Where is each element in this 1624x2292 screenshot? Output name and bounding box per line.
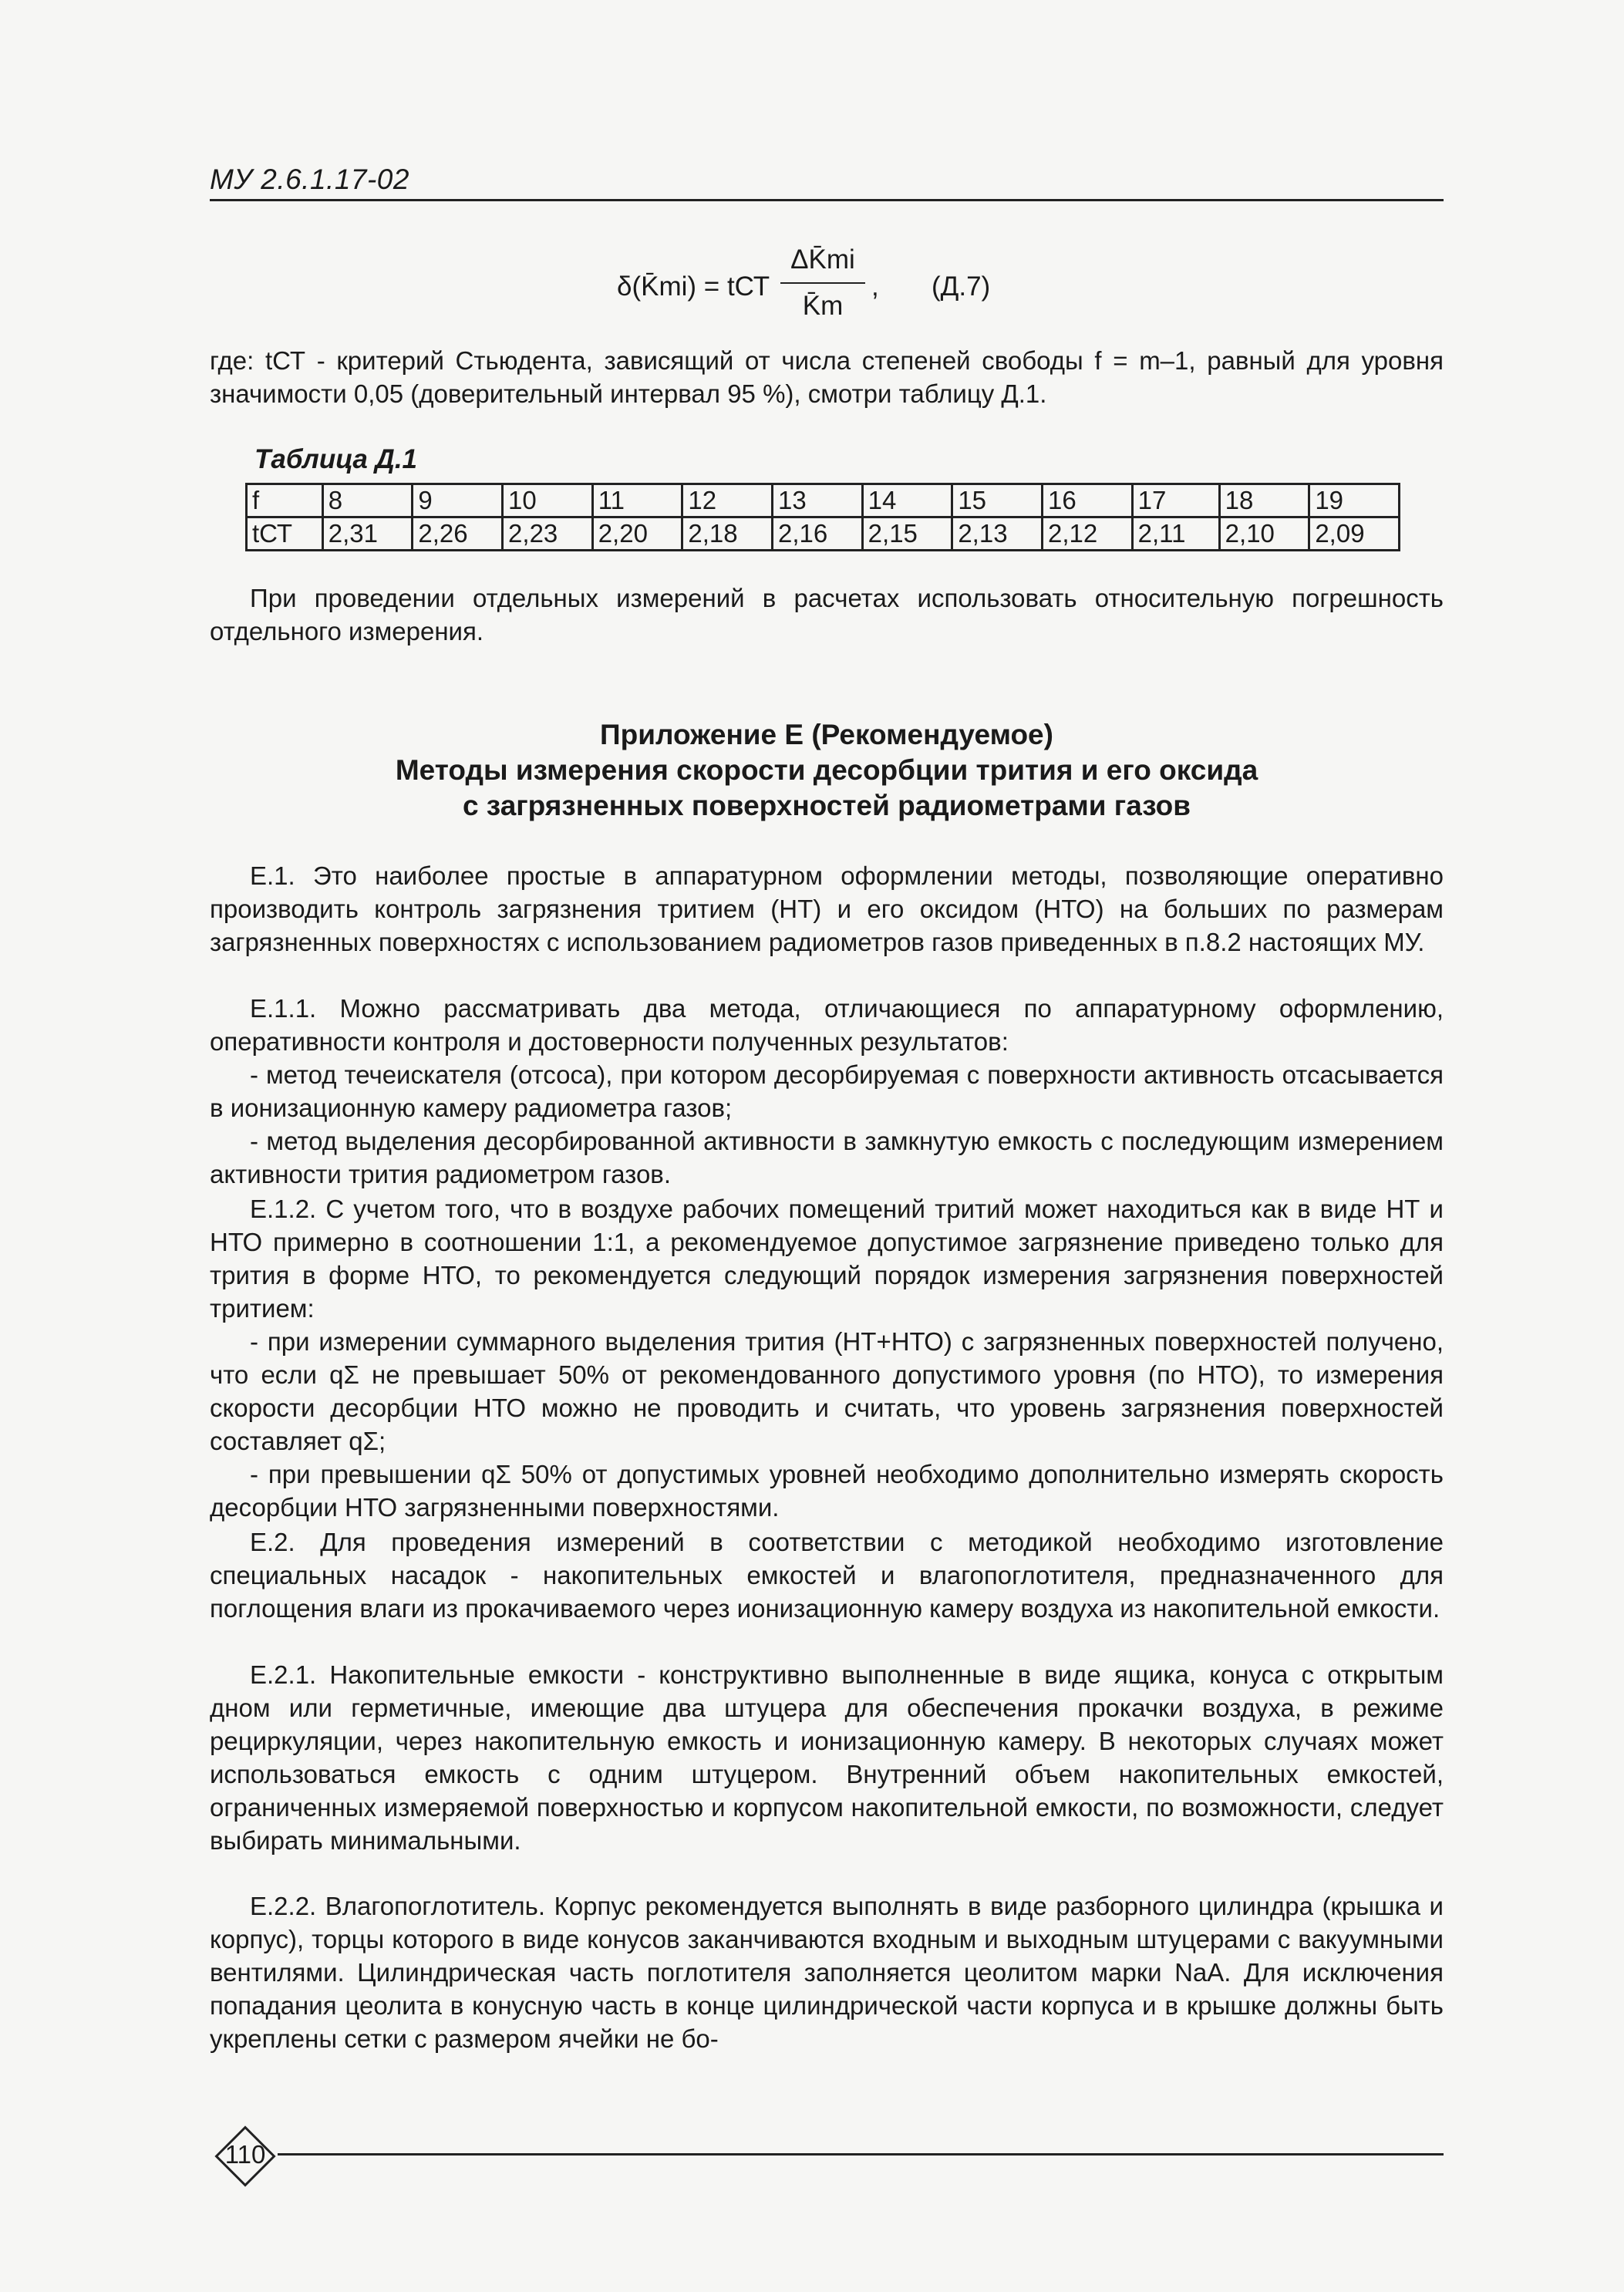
where-text: где: tСТ - критерий Стьюдента, зависящий от числа степеней свободы f = m–1, равный для уровня значимости 0,05 (доверительный интервал 95 %), смотри таблицу Д.1. (210, 346, 1444, 408)
table-row-tct (247, 517, 1400, 551)
table-cell: 19 (1309, 484, 1400, 517)
table-cell: 8 (322, 484, 413, 517)
table-cell: 2,13 (952, 517, 1043, 551)
table-row-f (247, 484, 1400, 517)
formula-denominator: K̄m (802, 291, 844, 321)
table-cell: 2,20 (592, 517, 682, 551)
after-table-text: При проведении отдельных измерений в расчетах использовать относительную погрешность отдельного измерения. (210, 584, 1444, 645)
formula-fraction (780, 241, 865, 325)
table-cell: 2,15 (862, 517, 952, 551)
paragraph-e2-2: Е.2.2. Влагопоглотитель. Корпус рекомендуется выполнять в виде разборного цилиндра (крышка и корпус), торцы которого в виде конусов заканчиваются входным и выходным штуцерами с вакуумными вентилями. Цилиндрическая часть поглотителя заполняется цеолитом марки NaA. Для исключения попадания цеолита в конусную часть в конце цилиндрической части корпуса и в крышке должны быть укреплены сетки с размером ячейки не бо- (210, 1892, 1444, 2053)
table-cell: f (247, 484, 323, 517)
table-cell: 18 (1219, 484, 1309, 517)
table-cell: 10 (503, 484, 593, 517)
formula-comma: , (871, 271, 879, 302)
appendix-subtitle-line2: с загрязненных поверхностей радиометрами газов (462, 790, 1191, 821)
table-cell: 16 (1042, 484, 1132, 517)
table-cell: 2,09 (1309, 517, 1400, 551)
appendix-title: Приложение Е (Рекомендуемое) (600, 719, 1053, 750)
table-cell: 12 (682, 484, 773, 517)
paragraph-e1-1: Е.1.1. Можно рассматривать два метода, отличающиеся по аппаратурному оформлению, оперативности контроля и достоверности полученных результатов: (210, 994, 1444, 1056)
table-cell: 2,18 (682, 517, 773, 551)
table-cell: 2,16 (773, 517, 863, 551)
table-cell: 2,11 (1132, 517, 1219, 551)
header-rule (210, 199, 1444, 201)
table-cell: 2,12 (1042, 517, 1132, 551)
table-cell: 15 (952, 484, 1043, 517)
list-item-exceeding: - при превышении qΣ 50% от допустимых уровней необходимо дополнительно измерять скорость десорбции НТО загрязненными поверхностями. (210, 1460, 1444, 1522)
footer-rule (278, 2153, 1444, 2155)
student-table (245, 483, 1400, 551)
table-cell: tСТ (247, 517, 323, 551)
formula-number: (Д.7) (932, 271, 991, 302)
list-item-leak-detector: - метод течеискателя (отсоса), при котором десорбируемая с поверхности активность отсасывается в ионизационную камеру радиометра газов; (210, 1060, 1444, 1122)
formula-d7 (617, 241, 1049, 333)
table-cell: 13 (773, 484, 863, 517)
table-cell: 9 (413, 484, 503, 517)
paragraph-e1-2: Е.1.2. С учетом того, что в воздухе рабочих помещений тритий может находиться как в виде НТ и НТО примерно в соотношении 1:1, а рекомендуемое допустимое загрязнение приведено только для трития в форме НТО, то рекомендуется следующий порядок измерения загрязнения поверхностей тритием: (210, 1195, 1444, 1323)
paragraph-e1: Е.1. Это наиболее простые в аппаратурном оформлении методы, позволяющие оперативно производить контроль загрязнения тритием (НТ) и его оксидом (НТО) на больших по размерам загрязненных поверхностях с использованием радиометров газов приведенных в п.8.2 настоящих МУ. (210, 861, 1444, 956)
table-cell: 11 (592, 484, 682, 517)
list-item-closed-vessel: - метод выделения десорбированной активности в замкнутую емкость с последующим измерением активности трития радиометром газов. (210, 1127, 1444, 1188)
table-cell: 2,23 (503, 517, 593, 551)
document-code: МУ 2.6.1.17-02 (210, 163, 409, 195)
table-cell: 2,10 (1219, 517, 1309, 551)
paragraph-e2: Е.2. Для проведения измерений в соответствии с методикой необходимо изготовление специальных насадок - накопительных емкостей и влагопоглотителя, предназначенного для поглощения влаги из прокачиваемого через ионизационную камеру воздуха из накопительной емкости. (210, 1528, 1444, 1623)
formula-lhs: δ(K̄mi) = tСТ (617, 271, 770, 302)
formula-numerator: ΔK̄mi (790, 244, 855, 275)
list-item-total-release: - при измерении суммарного выделения трития (НТ+НТО) с загрязненных поверхностей получено, что если qΣ не превышает 50% от рекомендованного допустимого уровня (по НТО), то измерения скорости десорбции НТО можно не проводить и считать, что уровень загрязнения поверхностей составляет qΣ; (210, 1327, 1444, 1455)
table-cell: 17 (1132, 484, 1219, 517)
table-cell: 2,26 (413, 517, 503, 551)
page-number: 110 (224, 2140, 266, 2169)
table-cell: 2,31 (322, 517, 413, 551)
table-cell: 14 (862, 484, 952, 517)
fraction-bar (780, 282, 865, 284)
paragraph-e2-1: Е.2.1. Накопительные емкости - конструктивно выполненные в виде ящика, конуса с открытым дном или герметичные, имеющие два штуцера для обеспечения прокачки воздуха, в режиме рециркуляции, через накопительную емкость и ионизационную камеру. В некоторых случаях может использоваться емкость с одним штуцером. Внутренний объем накопительных емкостей, ограниченных измеряемой поверхностью и корпусом накопительной емкости, по возможности, следует выбирать минимальными. (210, 1660, 1444, 1855)
appendix-subtitle-line1: Методы измерения скорости десорбции трития и его оксида (395, 754, 1258, 786)
table-title: Таблица Д.1 (254, 444, 418, 474)
